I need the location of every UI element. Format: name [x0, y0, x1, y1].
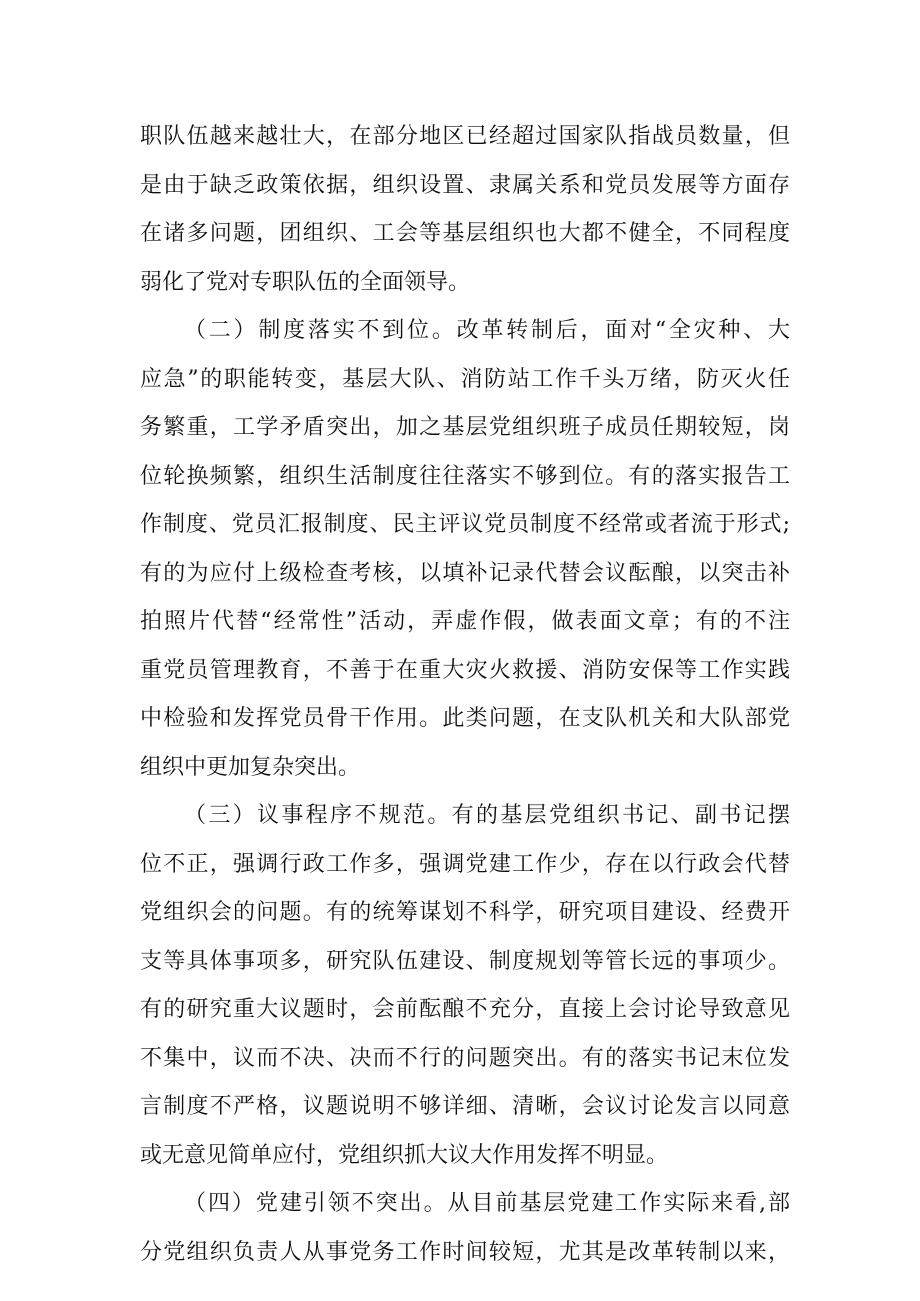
paragraph-heading-line: （二）制度落实不到位。改革转制后，面对“全灾种、大: [184, 318, 790, 343]
text-line: 组织中更加复杂突出。: [140, 754, 361, 780]
text-line: 中检验和发挥党员骨干作用。此类问题，在支队机关和大队部党: [140, 706, 790, 731]
text-line: 在诸多问题，团组织、工会等基层组织也大都不健全，不同程度: [140, 221, 790, 246]
text-line: 有的为应付上级检查考核，以填补记录代替会议酝酿，以突击补: [140, 560, 790, 586]
text-line: 或无意见简单应付，党组织抓大议大作用发挥不明显。: [140, 1142, 669, 1168]
text-line: 位轮换频繁，组织生活制度往往落实不够到位。有的落实报告工: [140, 463, 790, 489]
text-line: 职队伍越来越壮大，在部分地区已经超过国家队指战员数量，但: [140, 124, 790, 149]
text-line: 务繁重，工学矛盾突出，加之基层党组织班子成员任期较短，岗: [140, 415, 790, 440]
text-line: 应急”的职能转变，基层大队、消防站工作千头万绪，防灭火任: [140, 366, 790, 392]
text-line: 弱化了党对专职队伍的全面领导。: [140, 269, 471, 295]
text-line: 重党员管理教育，不善于在重大灾火救援、消防安保等工作实践: [140, 657, 790, 683]
text-line: 言制度不严格，议题说明不够详细、清晰，会议讨论发言以同意: [140, 1094, 790, 1119]
text-line: 支等具体事项多，研究队伍建设、制度规划等管长远的事项少。: [140, 948, 790, 974]
text-line: 是由于缺乏政策依据，组织设置、隶属关系和党员发展等方面存: [140, 172, 790, 198]
text-line: 拍照片代替“经常性”活动，弄虚作假，做表面文章；有的不注: [140, 609, 790, 634]
text-line: 作制度、党员汇报制度、民主评议党员制度不经常或者流于形式;: [140, 512, 790, 537]
text-line: 位不正，强调行政工作多，强调党建工作少，存在以行政会代替: [140, 851, 790, 877]
text-line: 有的研究重大议题时，会前酝酿不充分，直接上会讨论导致意见: [140, 997, 790, 1022]
paragraph-heading-line: （四）党建引领不突出。从目前基层党建工作实际来看,部: [184, 1191, 790, 1216]
text-line: 党组织会的问题。有的统筹谋划不科学，研究项目建设、经费开: [140, 900, 790, 925]
text-line: 分党组织负责人从事党务工作时间较短，尤其是改革转制以来，: [140, 1239, 790, 1265]
text-line: 不集中，议而不决、决而不行的问题突出。有的落实书记末位发: [140, 1045, 790, 1071]
document-body: [140, 113, 790, 1277]
paragraph-heading-line: （三）议事程序不规范。有的基层党组织书记、副书记摆: [184, 803, 790, 828]
